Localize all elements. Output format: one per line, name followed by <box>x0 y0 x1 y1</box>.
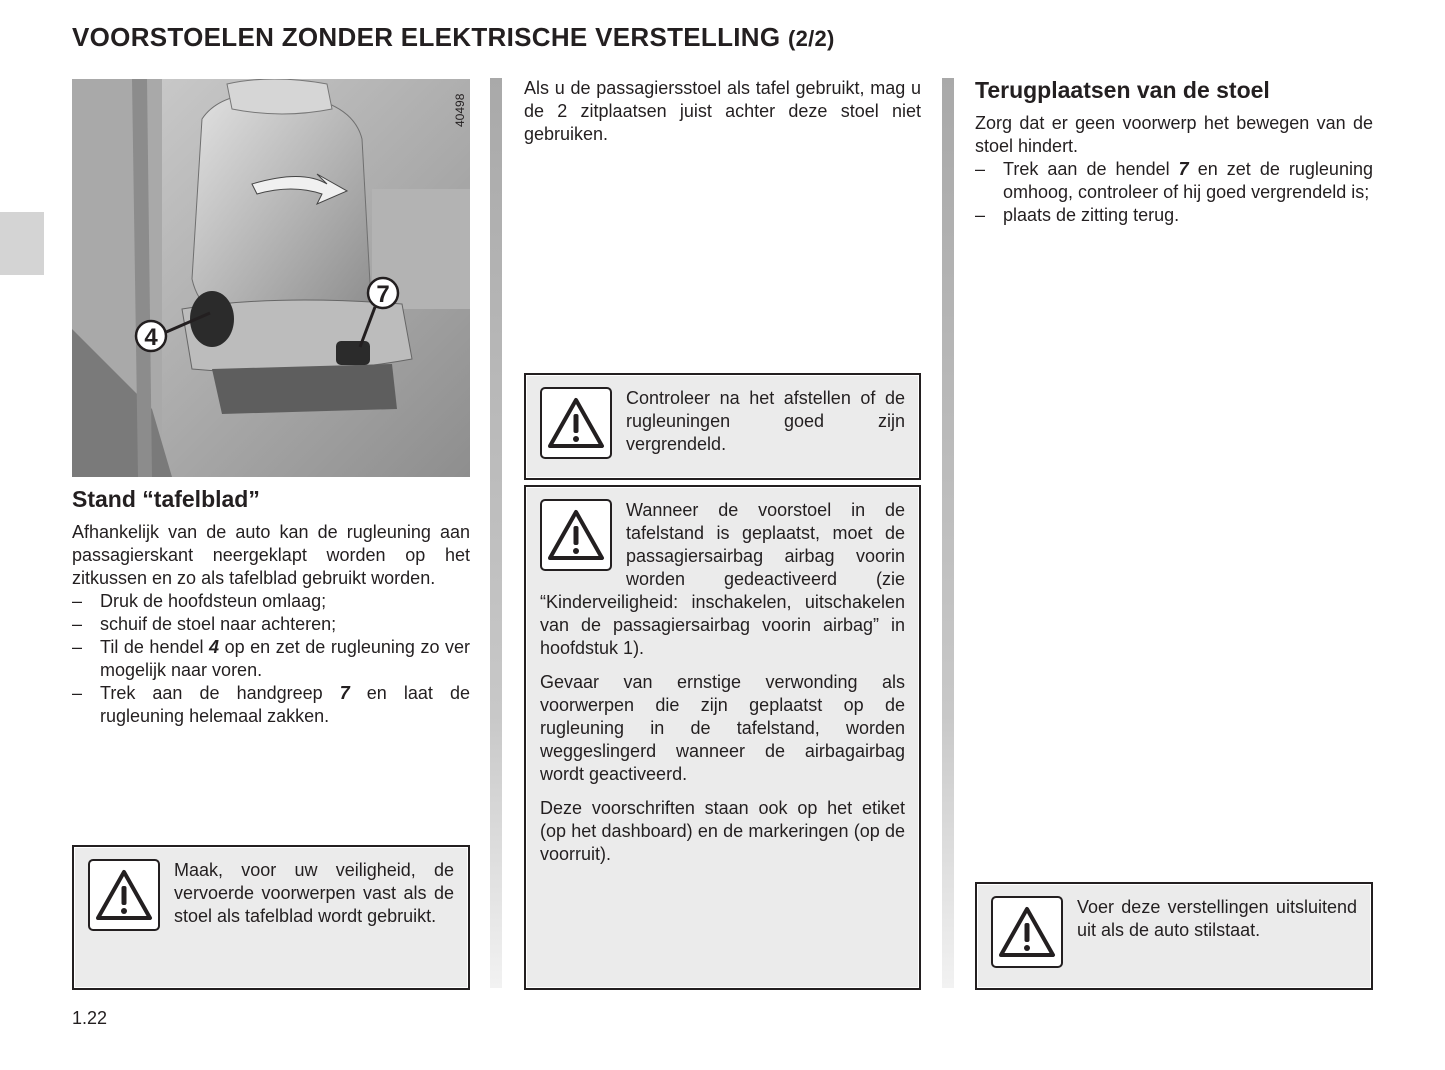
intro-paragraph: Zorg dat er geen voorwerp het bewegen van de stoel hindert. <box>975 113 1373 156</box>
warning-box <box>72 845 470 990</box>
list-item: – Trek aan de handgreep 7 en laat de rugleuning helemaal zakken. <box>72 682 470 728</box>
page-title: VOORSTOELEN ZONDER ELEKTRISCHE VERSTELLING (2/2) <box>72 22 835 52</box>
figure-code: 40498 <box>453 93 467 127</box>
list-item: – plaats de zitting terug. <box>975 204 1373 227</box>
chapter-tab <box>0 212 44 275</box>
steps-list <box>975 158 1373 227</box>
right-column <box>975 76 1373 227</box>
list-item: – schuif de stoel naar achteren; <box>72 613 470 636</box>
middle-column <box>524 77 921 146</box>
page-number: 1.22 <box>72 1008 108 1028</box>
section-heading: Stand “tafelblad” <box>72 486 260 512</box>
callout-4: 4 <box>144 324 158 351</box>
warning-text: Voer deze verstellingen uitsluitend uit als de auto stilstaat. <box>1077 897 1357 940</box>
warning-box <box>524 485 921 990</box>
section-heading: Terugplaatsen van de stoel <box>975 77 1270 103</box>
seat-illustration <box>72 79 470 477</box>
warning-text: Deze voorschriften staan ook op het etiket (op het dashboard) en de markeringen (op de voorruit). <box>540 798 905 864</box>
warning-triangle-icon <box>991 896 1063 968</box>
list-item: – Til de hendel 4 op en zet de rugleuning zo ver mogelijk naar voren. <box>72 636 470 682</box>
steps-list <box>72 590 470 728</box>
intro-paragraph: Als u de passagiersstoel als tafel gebruikt, mag u de 2 zitplaatsen juist achter deze stoel niet gebruiken. <box>524 78 921 144</box>
warning-triangle-icon <box>88 859 160 931</box>
warning-text: Wanneer de voorstoel in de tafelstand is geplaatst, moet de passagiersairbag airbag voorin worden gedeactiveerd (zie “Kinderveiligheid: inschakelen, uitschakelen van de passagiersairbag voorin airbag” in hoofdstuk 1). <box>540 500 905 658</box>
callout-7: 7 <box>376 281 390 308</box>
column-divider <box>942 78 954 988</box>
warning-text: Gevaar van ernstige verwonding als voorwerpen die zijn geplaatst op de rugleuning in de tafelstand, worden weggeslingerd wanneer de airbagairbag wordt geactiveerd. <box>540 672 905 784</box>
warning-triangle-icon <box>540 387 612 459</box>
warning-box <box>524 373 921 480</box>
column-divider <box>490 78 502 988</box>
left-column <box>72 485 470 728</box>
warning-text: Controleer na het afstellen of de rugleuningen goed zijn vergrendeld. <box>626 388 905 454</box>
warning-triangle-icon <box>540 499 612 571</box>
list-item: – Druk de hoofdsteun omlaag; <box>72 590 470 613</box>
warning-box <box>975 882 1373 990</box>
list-item: – Trek aan de hendel 7 en zet de rugleuning omhoog, controleer of hij goed vergrendeld is; <box>975 158 1373 204</box>
warning-text: Maak, voor uw veiligheid, de vervoerde voorwerpen vast als de stoel als tafelblad wordt gebruikt. <box>174 860 454 926</box>
intro-paragraph: Afhankelijk van de auto kan de rugleuning aan passagierskant neergeklapt worden op het zitkussen en zo als tafelblad gebruikt worden. <box>72 522 470 588</box>
